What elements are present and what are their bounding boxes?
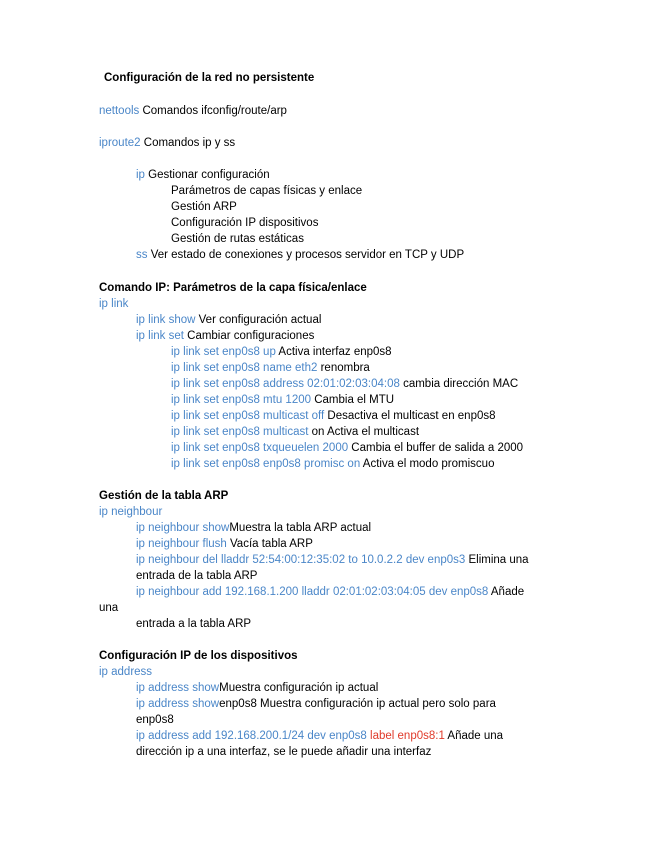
description-text: Desactiva el multicast en enp0s8 bbox=[324, 410, 496, 422]
description-text: enp0s8 Muestra configuración ip actual pero solo para bbox=[219, 698, 496, 710]
link-example bbox=[171, 393, 394, 408]
command-text: ip neighbour show bbox=[136, 522, 230, 534]
description-text: Cambia el MTU bbox=[311, 394, 395, 406]
command-root: ip address bbox=[99, 666, 153, 678]
link-example bbox=[171, 425, 419, 440]
description-text: Muestra la tabla ARP actual bbox=[229, 522, 372, 534]
arp-add bbox=[136, 585, 524, 600]
command-text: ip link show bbox=[136, 314, 196, 326]
command-text: ip address add 192.168.200.1/24 dev enp0s8 bbox=[136, 730, 367, 742]
intro-ip bbox=[136, 168, 270, 183]
description-text: Ver estado de conexiones y procesos servidor en TCP y UDP bbox=[147, 249, 465, 261]
command-text: ip link set enp0s8 txqueuelen 2000 bbox=[171, 442, 349, 454]
link-example bbox=[171, 345, 392, 360]
link-example bbox=[171, 377, 518, 392]
description-text: Cambia el buffer de salida a 2000 bbox=[348, 442, 524, 454]
arp-add-continuation: una bbox=[99, 602, 119, 614]
link-show bbox=[136, 313, 321, 328]
command-text: ip neighbour add 192.168.1.200 lladdr 02:01:02:03:04:05 dev enp0s8 bbox=[136, 586, 489, 598]
label-text: label enp0s8:1 bbox=[370, 730, 445, 742]
link-example bbox=[171, 441, 523, 456]
description-text: Añade bbox=[488, 586, 525, 598]
page-title: Configuración de la red no persistente bbox=[104, 72, 315, 84]
description-text: on Activa el multicast bbox=[308, 426, 420, 438]
command-root: ip neighbour bbox=[99, 506, 163, 518]
ip-address-show-dev-continuation: enp0s8 bbox=[136, 714, 174, 726]
section-heading-link: Comando IP: Parámetros de la capa física/enlace bbox=[99, 282, 367, 294]
command-text: ip bbox=[136, 169, 145, 181]
ip-address-show-dev bbox=[136, 697, 496, 712]
command-text: ip address show bbox=[136, 682, 220, 694]
command-text: ip link set enp0s8 mtu 1200 bbox=[171, 394, 312, 406]
description-text: renombra bbox=[317, 362, 370, 374]
command-text: ip neighbour flush bbox=[136, 538, 227, 550]
link-example bbox=[171, 409, 496, 424]
section-heading-ip: Configuración IP de los dispositivos bbox=[99, 650, 298, 662]
description-text: Activa el modo promiscuo bbox=[360, 458, 495, 470]
description-text: Comandos ip y ss bbox=[140, 137, 236, 149]
command-text: ip link set enp0s8 multicast off bbox=[171, 410, 325, 422]
link-example bbox=[171, 361, 370, 376]
arp-flush bbox=[136, 537, 313, 552]
ip-subitem: Gestión ARP bbox=[171, 201, 237, 213]
description-text: Elimina una bbox=[465, 554, 529, 566]
description-text: Añade una bbox=[444, 730, 504, 742]
link-example bbox=[171, 457, 494, 472]
command-text: ip link set enp0s8 name eth2 bbox=[171, 362, 318, 374]
description-text: cambia dirección MAC bbox=[399, 378, 519, 390]
command-text: ip neighbour del lladdr 52:54:00:12:35:02 to 10.0.2.2 dev enp0s3 bbox=[136, 554, 466, 566]
ip-subitem: Parámetros de capas físicas y enlace bbox=[171, 185, 363, 197]
description-text: Cambiar configuraciones bbox=[183, 330, 315, 342]
ip-subitem: Gestión de rutas estáticas bbox=[171, 233, 304, 245]
ip-address-show bbox=[136, 681, 378, 696]
intro-iproute2 bbox=[99, 136, 235, 151]
command-text: iproute2 bbox=[99, 137, 141, 149]
link-set bbox=[136, 329, 314, 344]
ip-address-add bbox=[136, 729, 503, 744]
arp-show bbox=[136, 521, 371, 536]
description-text: Activa interfaz enp0s8 bbox=[275, 346, 392, 358]
intro-nettools bbox=[99, 104, 287, 119]
description-text: Ver configuración actual bbox=[195, 314, 322, 326]
command-root: ip link bbox=[99, 298, 129, 310]
description-text: Vacía tabla ARP bbox=[226, 538, 313, 550]
command-text: ip link set enp0s8 multicast bbox=[171, 426, 309, 438]
arp-del bbox=[136, 553, 529, 568]
command-text: ip link set enp0s8 up bbox=[171, 346, 276, 358]
command-text: ip link set enp0s8 enp0s8 promisc on bbox=[171, 458, 361, 470]
ip-address-add-continuation: dirección ip a una interfaz, se le puede añadir una interfaz bbox=[136, 746, 432, 758]
arp-del-continuation: entrada de la tabla ARP bbox=[136, 570, 258, 582]
description-text: Comandos ifconfig/route/arp bbox=[139, 105, 287, 117]
command-text: nettools bbox=[99, 105, 140, 117]
intro-ss bbox=[136, 248, 464, 263]
description-text: Muestra configuración ip actual bbox=[219, 682, 379, 694]
command-text: ip link set enp0s8 address 02:01:02:03:04:08 bbox=[171, 378, 400, 390]
command-text: ip link set bbox=[136, 330, 184, 342]
command-text: ss bbox=[136, 249, 148, 261]
command-text: ip address show bbox=[136, 698, 220, 710]
description-text: Gestionar configuración bbox=[144, 169, 270, 181]
ip-subitem: Configuración IP dispositivos bbox=[171, 217, 319, 229]
arp-add-continuation: entrada a la tabla ARP bbox=[136, 618, 252, 630]
section-heading-arp: Gestión de la tabla ARP bbox=[99, 490, 229, 502]
